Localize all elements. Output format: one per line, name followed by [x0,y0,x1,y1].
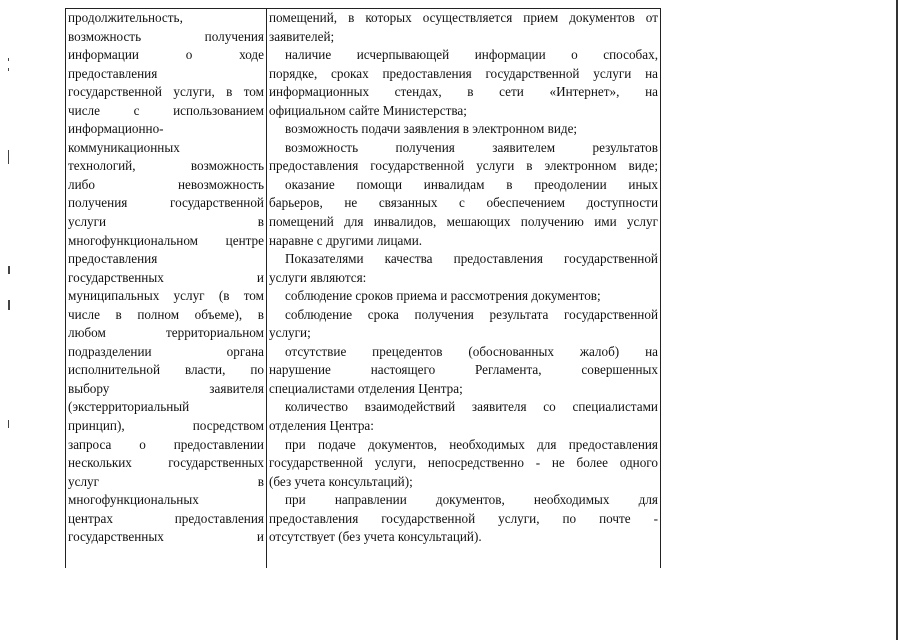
scan-artifact [8,68,9,71]
right-text-line: услуги; [269,325,311,341]
left-text-line: государственных и [68,529,264,545]
left-text-line: услуг в [68,473,264,489]
right-text-line: помещений, в которых осуществляется прием документов от [269,10,658,25]
right-text-line: возможность получения заявителем результатов [285,139,658,155]
left-text-line: выбору заявителя [68,380,264,396]
left-text-line: возможность получения [68,28,264,44]
right-text-line: нарушение настоящего Регламента, совершенных [269,362,658,378]
table-left-border [65,8,66,568]
left-text-line: подразделении органа [68,343,264,359]
right-text-line: помещений для инвалидов, мешающих получению ими услуг [269,214,658,230]
left-text-line: принцип), посредством [68,418,264,434]
right-text-line: отсутствует (без учета консультаций). [269,529,482,545]
table-right-border [660,8,661,568]
right-text-line: предоставления государственной услуги в электронном виде; [269,158,658,174]
right-text-line: отсутствие прецедентов (обоснованных жалоб) на [285,343,658,359]
left-text-line: муниципальных услуг (в том [68,288,264,304]
left-text-line: запроса о предоставлении [68,436,264,452]
scan-artifact [8,300,10,310]
table-left-cell [68,9,264,547]
right-text-line: государственной услуги, непосредственно - не более одного [269,455,658,471]
right-text-line: предоставления государственной услуги, по почте - [269,510,658,526]
left-text-line: государственной услуги, в том [68,84,264,100]
left-text-line: информационно- [68,121,164,137]
right-text-line: наличие исчерпывающей информации о способах, [285,47,658,63]
left-text-line: получения государственной [68,195,264,211]
scan-artifact [8,150,9,164]
left-text-line: числе с использованием [68,102,264,118]
scan-artifact [8,58,9,61]
right-text-line: официальном сайте Министерства; [269,102,467,118]
scan-artifact [8,266,10,274]
table-column-divider [266,8,267,568]
left-text-line: государственных и [68,269,264,285]
right-text-line: барьеров, не связанных с обеспечением доступности [269,195,658,211]
scan-artifact [8,420,9,428]
left-text-line: либо невозможность [68,176,264,192]
left-text-line: исполнительной власти, по [68,362,264,378]
page-edge-shadow [896,0,898,640]
left-text-line: услуги в [68,214,264,230]
right-text-line: количество взаимодействий заявителя со специалистами [285,399,658,415]
right-text-line: соблюдение сроков приема и рассмотрения документов; [285,288,601,304]
right-text-line: специалистами отделения Центра; [269,380,463,396]
left-text-line: любом территориальном [68,325,264,341]
right-text-line: соблюдение срока получения результата государственной [285,306,658,322]
right-text-line: (без учета консультаций); [269,473,413,489]
right-text-line: отделения Центра: [269,418,374,434]
right-text-line: при направлении документов, необходимых для [285,492,658,508]
right-text-line: оказание помощи инвалидам в преодолении иных [285,176,658,192]
left-text-line: многофункциональном центре [68,232,264,248]
right-text-line: заявителей; [269,28,335,44]
left-text-line: технологий, возможность [68,158,264,174]
left-text-line: числе в полном объеме), в [68,306,264,322]
left-text-line: нескольких государственных [68,455,264,471]
left-text-line: центрах предоставления [68,510,264,526]
right-text-line: при подаче документов, необходимых для предоставления [285,436,658,452]
right-text-line: услуги являются: [269,269,367,285]
left-text-line: коммуникационных [68,139,180,155]
left-text-line: предоставления [68,65,158,81]
left-text-line: многофункциональных [68,492,199,508]
left-text-line: (экстерриториальный [68,399,190,415]
right-text-line: наравне с другими лицами. [269,232,423,248]
right-text-line: возможность подачи заявления в электронном виде; [285,121,578,137]
table-right-cell [269,9,658,547]
left-text-line: предоставления [68,251,158,267]
right-text-line: Показателями качества предоставления государственной [285,251,658,267]
left-text-line: информации о ходе [68,47,264,63]
right-text-line: порядке, сроках предоставления государственной услуги на [269,65,658,81]
left-text-line: продолжительность, [68,10,183,25]
right-text-line: информационных стендах, в сети «Интернет», на [269,84,658,100]
